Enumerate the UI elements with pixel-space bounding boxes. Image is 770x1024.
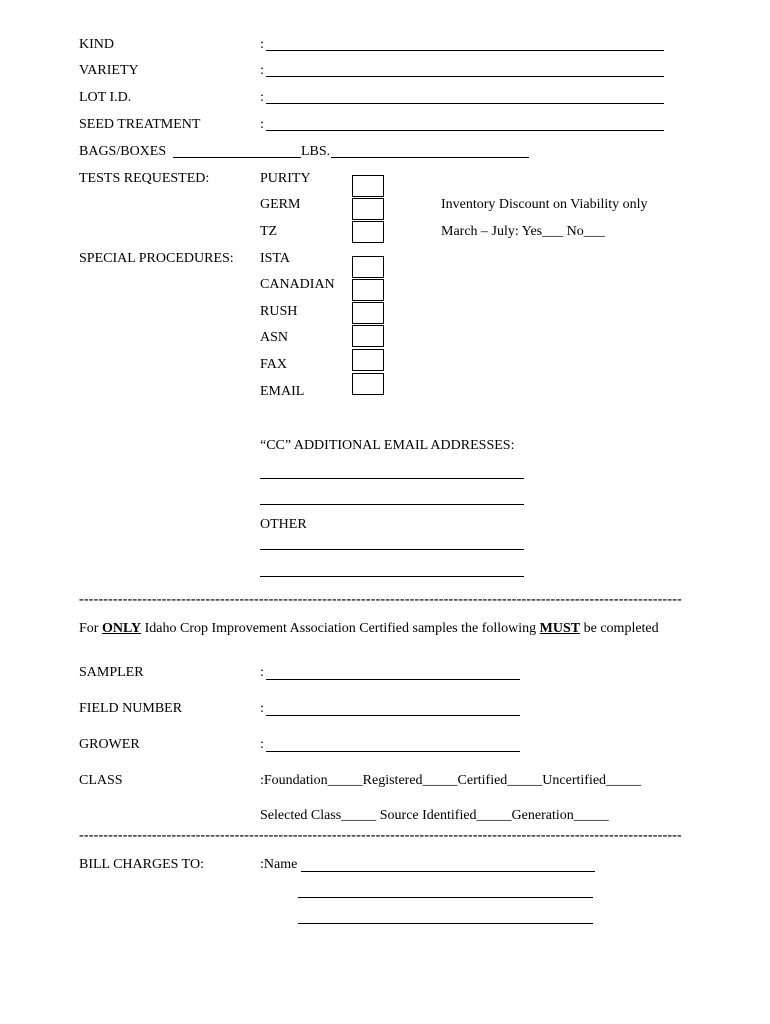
notice-must-emphasis: MUST bbox=[539, 621, 581, 636]
grower-label: GROWER bbox=[79, 737, 140, 752]
ista-checkbox[interactable] bbox=[352, 256, 384, 278]
bill-address-field-2[interactable] bbox=[298, 923, 593, 924]
lot-id-colon: : bbox=[260, 90, 264, 105]
other-label: OTHER bbox=[260, 517, 307, 532]
special-email-label: EMAIL bbox=[260, 384, 305, 399]
field-number-label: FIELD NUMBER bbox=[79, 701, 183, 716]
inventory-discount-note: Inventory Discount on Viability only bbox=[441, 197, 648, 212]
cc-email-label: “CC” ADDITIONAL EMAIL ADDRESSES: bbox=[260, 438, 515, 453]
seed-treatment-field[interactable] bbox=[266, 130, 664, 131]
bill-address-field-1[interactable] bbox=[298, 897, 593, 898]
special-ista-label: ISTA bbox=[260, 251, 290, 266]
special-asn-label: ASN bbox=[260, 330, 289, 345]
certified-notice bbox=[79, 621, 659, 637]
section-divider-bottom: ---------------------------------------------------------------------------------------------------------------------------- bbox=[79, 828, 682, 843]
grower-colon: : bbox=[260, 737, 264, 752]
field-number-colon: : bbox=[260, 701, 264, 716]
test-tz-label: TZ bbox=[260, 224, 278, 239]
bill-name-field[interactable] bbox=[301, 871, 595, 872]
grower-field[interactable] bbox=[266, 751, 520, 752]
variety-colon: : bbox=[260, 63, 264, 78]
fax-checkbox[interactable] bbox=[352, 349, 384, 371]
seed-treatment-colon: : bbox=[260, 117, 264, 132]
sampler-field[interactable] bbox=[266, 679, 520, 680]
variety-label: VARIETY bbox=[79, 63, 139, 78]
class-options-line1[interactable]: :Foundation_____Registered_____Certified_____Uncertified_____ bbox=[260, 773, 642, 788]
tests-requested-label: TESTS REQUESTED: bbox=[79, 171, 210, 186]
notice-suffix: be completed bbox=[580, 621, 659, 636]
special-fax-label: FAX bbox=[260, 357, 287, 372]
lot-id-label: LOT I.D. bbox=[79, 90, 132, 105]
rush-checkbox[interactable] bbox=[352, 302, 384, 324]
cc-email-field-2[interactable] bbox=[260, 504, 524, 505]
sampler-colon: : bbox=[260, 665, 264, 680]
test-purity-label: PURITY bbox=[260, 171, 311, 186]
bags-boxes-field[interactable] bbox=[173, 157, 301, 158]
lot-id-field[interactable] bbox=[266, 103, 664, 104]
canadian-checkbox[interactable] bbox=[352, 279, 384, 301]
notice-only-emphasis: ONLY bbox=[101, 621, 142, 636]
tz-checkbox[interactable] bbox=[352, 221, 384, 243]
class-options-line2[interactable]: Selected Class_____ Source Identified_____Generation_____ bbox=[260, 808, 609, 823]
special-canadian-label: CANADIAN bbox=[260, 277, 335, 292]
march-july-yes-no: March – July: Yes___ No___ bbox=[441, 224, 605, 239]
bags-boxes-label: BAGS/BOXES bbox=[79, 144, 167, 159]
germ-checkbox[interactable] bbox=[352, 198, 384, 220]
asn-checkbox[interactable] bbox=[352, 325, 384, 347]
lbs-field[interactable] bbox=[331, 157, 529, 158]
test-germ-label: GERM bbox=[260, 197, 301, 212]
special-rush-label: RUSH bbox=[260, 304, 298, 319]
sampler-label: SAMPLER bbox=[79, 665, 144, 680]
seed-treatment-label: SEED TREATMENT bbox=[79, 117, 201, 132]
notice-middle: Idaho Crop Improvement Association Certified samples the following bbox=[141, 621, 540, 636]
notice-prefix: For bbox=[79, 621, 102, 636]
bill-charges-label: BILL CHARGES TO: bbox=[79, 857, 204, 872]
section-divider-top: ---------------------------------------------------------------------------------------------------------------------------- bbox=[79, 592, 682, 607]
class-label: CLASS bbox=[79, 773, 123, 788]
lbs-label: LBS. bbox=[301, 144, 331, 159]
cc-email-field-1[interactable] bbox=[260, 478, 524, 479]
variety-field[interactable] bbox=[266, 76, 664, 77]
kind-label: KIND bbox=[79, 37, 114, 52]
kind-field[interactable] bbox=[266, 50, 664, 51]
field-number-field[interactable] bbox=[266, 715, 520, 716]
email-checkbox[interactable] bbox=[352, 373, 384, 395]
other-field-1[interactable] bbox=[260, 549, 524, 550]
special-procedures-label: SPECIAL PROCEDURES: bbox=[79, 251, 234, 266]
bill-name-label: :Name bbox=[260, 857, 298, 872]
kind-colon: : bbox=[260, 37, 264, 52]
purity-checkbox[interactable] bbox=[352, 175, 384, 197]
other-field-2[interactable] bbox=[260, 576, 524, 577]
